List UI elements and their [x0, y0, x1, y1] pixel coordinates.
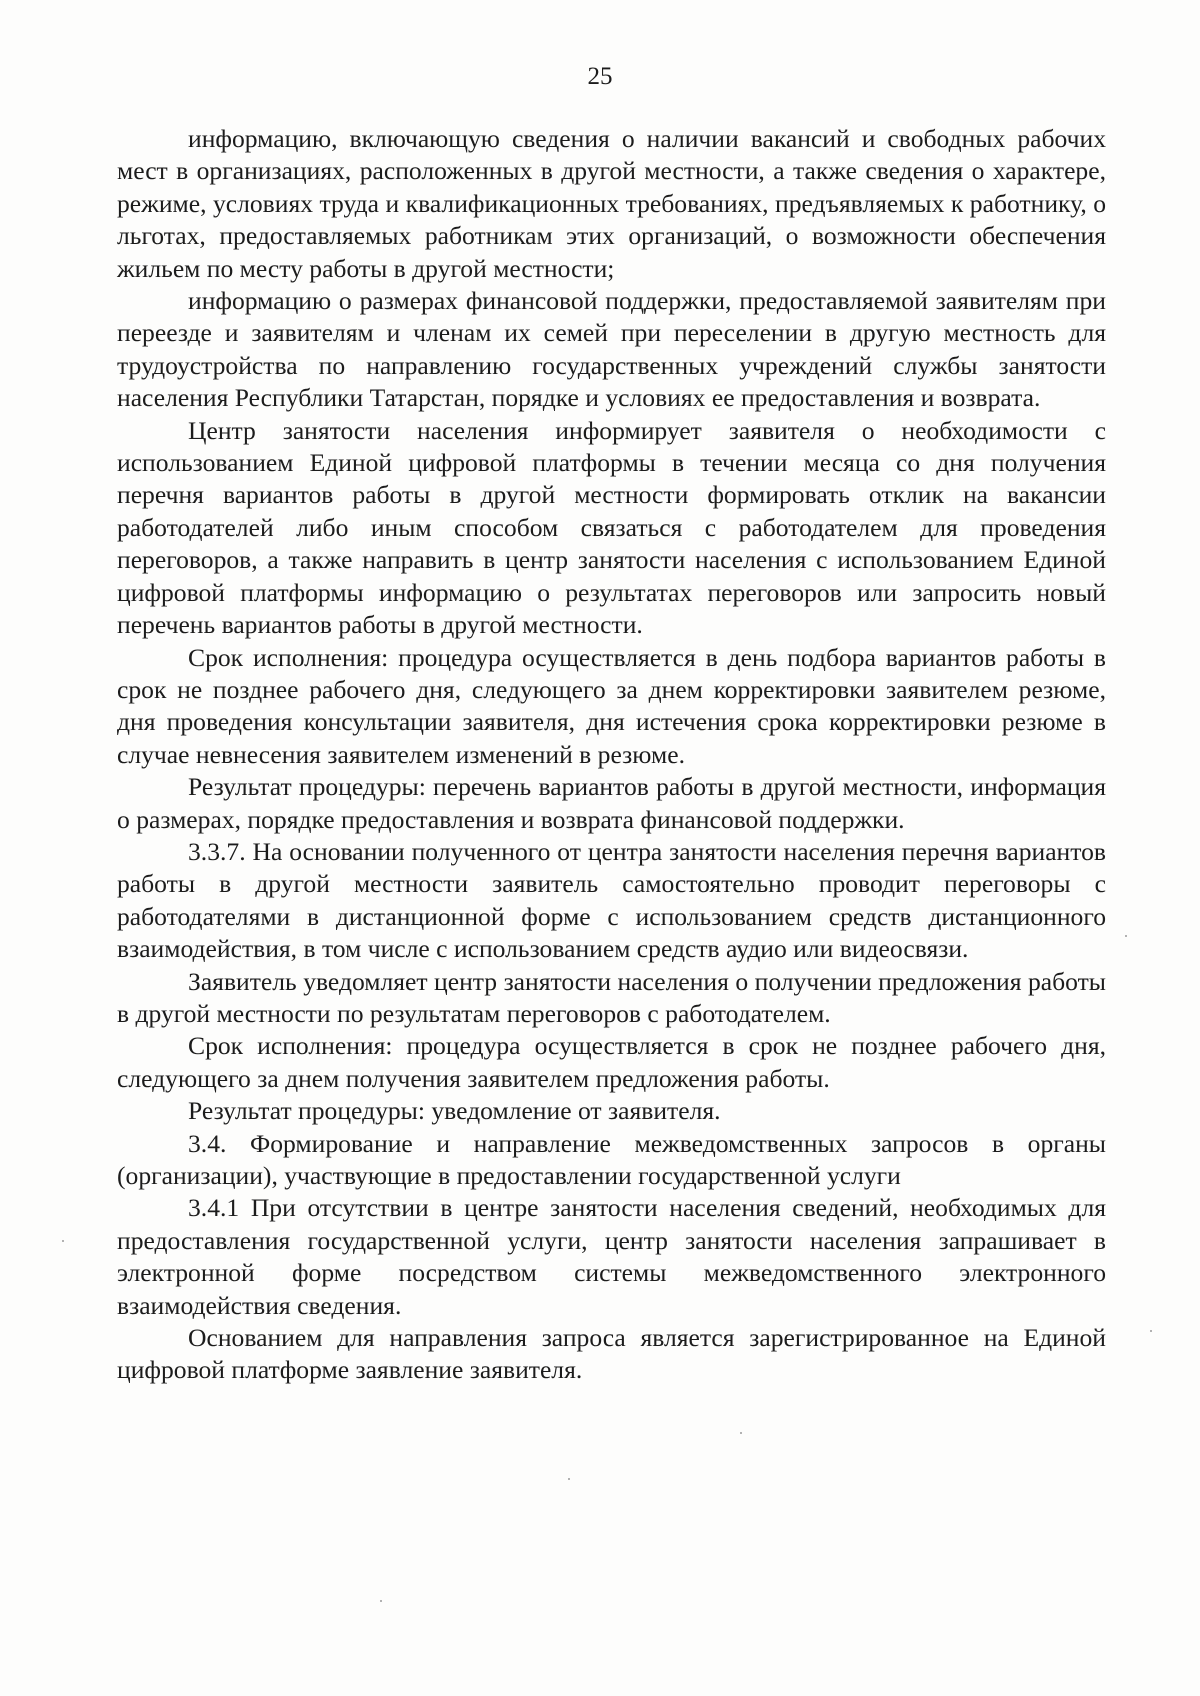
paragraph-vacancy-info: информацию, включающую сведения о наличии вакансий и свободных рабочих мест в организациях, расположенных в другой местности, а также сведения о характере, режиме, условиях труда и квалификационных требованиях, предъявляемых к работнику, о льготах, предоставляемых работникам этих организаций, о возможности обеспечения жильем по месту работы в другой местности;	[117, 124, 1106, 283]
document-body	[117, 123, 1106, 1387]
scan-speck	[740, 1432, 742, 1434]
paragraph-employment-center-informs: Центр занятости населения информирует заявителя о необходимости с использованием Единой цифровой платформы в течении месяца со дня получения перечня вариантов работы в другой местности формировать отклик на вакансии работодателей либо иным способом связаться с работодателем для проведения переговоров, а также направить в центр занятости населения с использованием Единой цифровой платформы информацию о результатах переговоров или запросить новый перечень вариантов работы в другой местности.	[117, 415, 1106, 640]
page-number: 25	[587, 63, 613, 90]
scan-speck	[62, 1240, 64, 1242]
paragraph-3-3-7: 3.3.7. На основании полученного от центра занятости населения перечня вариантов работы в другой местности заявитель самостоятельно проводит переговоры с работодателями в дистанционной форме с использованием средств дистанционного взаимодействия, в том числе с использованием средств аудио или видеосвязи.	[117, 836, 1106, 964]
paragraph-procedure-result-2: Результат процедуры: уведомление от заявителя.	[188, 1096, 721, 1126]
scan-speck	[1125, 935, 1127, 937]
scan-speck	[1150, 1330, 1152, 1332]
paragraph-procedure-result: Результат процедуры: перечень вариантов работы в другой местности, информация о размерах, порядке предоставления и возврата финансовой поддержки.	[117, 772, 1106, 834]
paragraph-execution-term-2: Срок исполнения: процедура осуществляется в срок не позднее рабочего дня, следующего за днем получения заявителем предложения работы.	[117, 1031, 1106, 1093]
scan-speck	[568, 1478, 570, 1480]
section-heading-3-4: 3.4. Формирование и направление межведомственных запросов в органы (организации), участвующие в предоставлении государственной услуги	[117, 1128, 1106, 1190]
paragraph-applicant-notifies: Заявитель уведомляет центр занятости населения о получении предложения работы в другой местности по результатам переговоров с работодателем.	[117, 966, 1106, 1028]
paragraph-request-basis: Основанием для направления запроса является зарегистрированное на Единой цифровой платформе заявление заявителя.	[117, 1323, 1106, 1385]
paragraph-3-4-1: 3.4.1 При отсутствии в центре занятости населения сведений, необходимых для предоставления государственной услуги, центр занятости населения запрашивает в электронной форме посредством системы межведомственного электронного взаимодействия сведения.	[117, 1193, 1106, 1320]
paragraph-execution-term: Срок исполнения: процедура осуществляется в день подбора вариантов работы в срок не позднее рабочего дня, следующего за днем корректировки заявителем резюме, дня проведения консультации заявителя, дня истечения срока корректировки резюме в случае невнесения заявителем изменений в резюме.	[117, 642, 1106, 769]
scan-speck	[380, 1600, 382, 1602]
paragraph-financial-support-info: информацию о размерах финансовой поддержки, предоставляемой заявителям при переезде и заявителям и членам их семей при переселении в другую местность для трудоустройства по направлению государственных учреждений службы занятости населения Республики Татарстан, порядке и условиях ее предоставления и возврата.	[117, 286, 1106, 413]
